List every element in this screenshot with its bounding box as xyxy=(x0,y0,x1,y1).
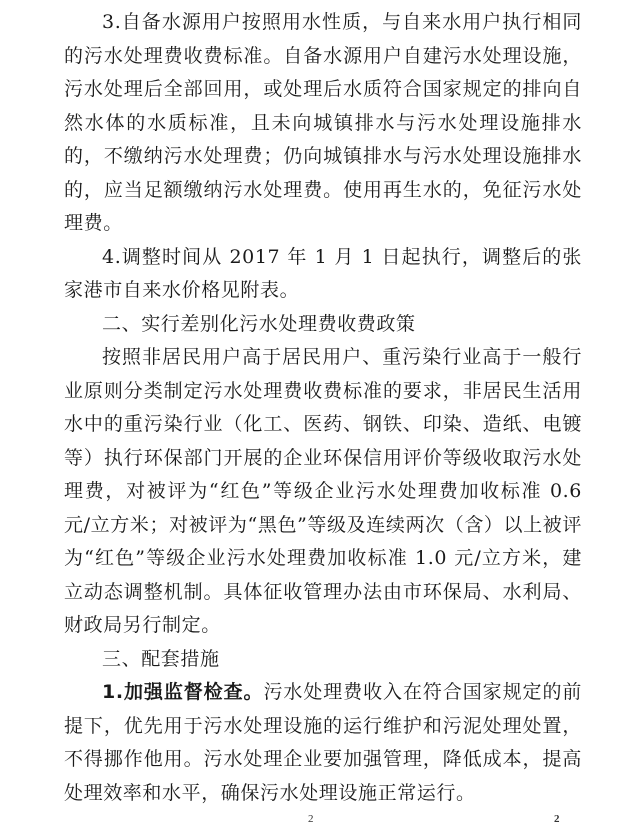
paragraph-supervision-lead: 1.加强监督检查。 xyxy=(102,681,264,703)
section-heading-supporting-measures: 三、配套措施 xyxy=(102,647,220,670)
paragraph-adjustment-date: 4.调整时间从 2017 年 1 月 1 日起执行，调整后的张家港市自来水价格见附表。 xyxy=(64,245,582,301)
paragraph-self-supplied-water: 3.自备水源用户按照用水性质，与自来水用户执行相同的污水处理费收费标准。自备水源用户自建污水处理设施，污水处理后全部回用，或处理后水质符合国家规定的排向自然水体的水质标准，且未向城镇排水与污水处理设施排水的，不缴纳污水处理费；仍向城镇排水与污水处理设施排水的，应当足额缴纳污水处理费。使用再生水的，免征污水处理费。 xyxy=(64,11,582,234)
section-heading-differentiated-fees: 二、实行差别化污水处理费收费政策 xyxy=(102,312,416,335)
document-body xyxy=(64,6,582,810)
paragraph-differentiated-fees: 按照非居民用户高于居民用户、重污染行业高于一般行业原则分类制定污水处理费收费标准的要求，非居民生活用水中的重污染行业（化工、医药、钢铁、印染、造纸、电镀等）执行环保部门开展的企业环保信用评价等级收取污水处理费，对被评为“红色”等级企业污水处理费加收标准 0.6 元/立方米；对被评为“黑色”等级及连续两次（含）以上被评为“红色”等级企业污水处理费加收标准 1.0 元/立方米，建立动态调整机制。具体征收管理办法由市环保局、水利局、财政局另行制定。 xyxy=(64,346,582,636)
page-number-center: 2 xyxy=(308,813,314,825)
paragraph-supervision-body: 污水处理费收入在符合国家规定的前提下，优先用于污水处理设施的运行维护和污泥处理处置，不得挪作他用。污水处理企业要加强管理，降低成本，提高处理效率和水平，确保污水处理设施正常运行。 xyxy=(64,681,582,804)
page-number-right: 2 xyxy=(554,813,560,825)
paragraph-supervision xyxy=(64,676,582,810)
